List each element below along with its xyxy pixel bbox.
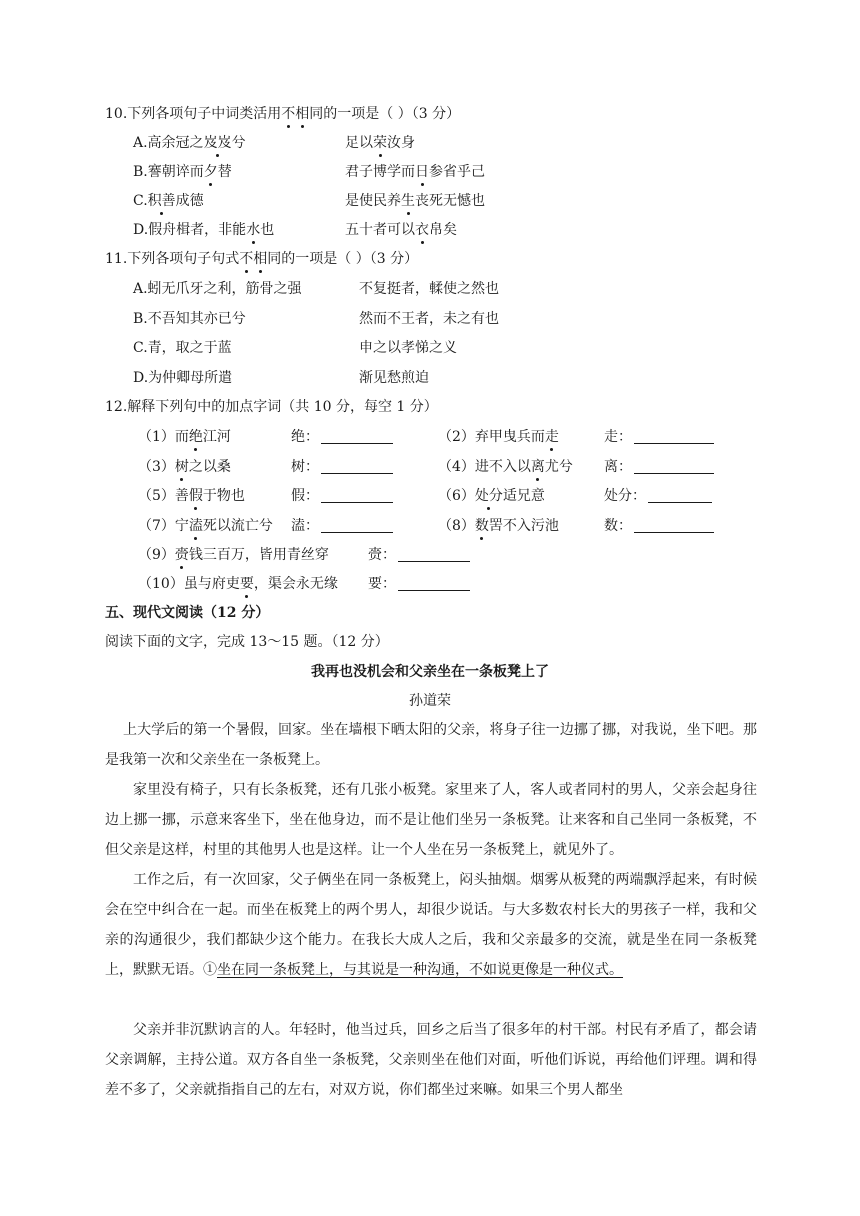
blank-label: 要： <box>368 576 396 592</box>
answer-blank[interactable] <box>321 459 393 474</box>
option-text: B.不吾知其亦已兮 <box>133 311 246 327</box>
answer-blank[interactable] <box>398 576 470 591</box>
option-text: 君子博学而 <box>345 164 415 180</box>
option-text: 帛矣 <box>429 222 457 238</box>
option-text: 足以 <box>345 135 373 151</box>
option-text: A.高余冠之 <box>133 135 204 151</box>
item-text: 江河 <box>202 429 231 445</box>
item-text: 尤兮 <box>544 459 573 475</box>
q11-stem <box>105 250 418 268</box>
dotted-word: 日 <box>415 164 429 180</box>
q10-dot-char: 相 <box>295 106 310 122</box>
option-text: 丧死无憾也 <box>415 193 485 209</box>
item-text: （2）弃甲曳兵而 <box>438 429 545 445</box>
dotted-word: 积善 <box>147 193 176 209</box>
option-text: C.青，取之于蓝 <box>133 340 232 356</box>
dotted-word: 绝 <box>188 429 203 445</box>
option-text: 也 <box>260 222 275 238</box>
item-text: 于物也 <box>202 488 245 504</box>
dotted-word: 夕 <box>203 164 218 180</box>
article-title: 我再也没机会和父亲坐在一条板凳上了 <box>311 664 549 680</box>
blank-label: 绝： <box>291 429 319 445</box>
answer-blank[interactable] <box>634 518 714 533</box>
section-heading: 五、现代文阅读（12 分） <box>105 605 270 621</box>
option-text: B.謇朝谇而 <box>133 164 204 180</box>
q10-stem-text: 同的一项是（ ）（3 分） <box>309 106 461 122</box>
item-text: （3） <box>138 459 175 475</box>
item-text: 钱三百万，皆用青丝穿 <box>188 547 329 563</box>
answer-blank[interactable] <box>321 518 393 533</box>
item-text: （8） <box>438 518 475 534</box>
q10-stem-text: 10.下列各项句子中词类活用 <box>105 106 282 122</box>
option-text: 然而不王者，未之有也 <box>359 311 499 327</box>
option-text: 申之以孝悌之义 <box>359 340 457 356</box>
blank-label: 溘： <box>291 518 319 534</box>
item-text: （10）虽与府吏 <box>138 576 240 592</box>
q11-dot-char: 相 <box>253 251 268 267</box>
article-paragraph-4: 父亲并非沉默讷言的人。年轻时，他当过兵，回乡之后当了很多年的村干部。村民有矛盾了，都会请父亲调解，主持公道。双方各自坐一条板凳，父亲则坐在他们对面，听他们诉说，再给他们评理。调和得差不多了，父亲就指指自己的左右，对双方说，你们都坐过来嘛。如果三个男人都坐 <box>105 1022 757 1098</box>
dotted-word: 衣 <box>415 222 429 238</box>
dotted-word: 岌岌 <box>203 135 232 151</box>
article-author: 孙道荣 <box>409 693 451 709</box>
q11-dot-char: 不 <box>239 251 254 267</box>
item-text: （7）宁 <box>138 518 189 534</box>
option-text: 五十者可以 <box>345 222 415 238</box>
item-text: （4）进不入以 <box>438 459 531 475</box>
item-text: 死以流亡兮 <box>202 518 273 534</box>
option-text: A.蚓无爪牙之利，筋骨之强 <box>133 281 302 297</box>
dotted-word: 水 <box>246 222 261 238</box>
dotted-word: 要 <box>239 576 254 592</box>
underlined-sentence: 坐在同一条板凳上，与其说是一种沟通，不如说更像是一种仪式。 <box>217 962 623 978</box>
option-text: 兮 <box>231 135 246 151</box>
option-text: 汝身 <box>387 135 415 151</box>
q11-stem-text: 同的一项是（ ）（3 分） <box>267 251 419 267</box>
q10-stem <box>105 105 460 123</box>
blank-label: 树： <box>291 459 319 475</box>
dotted-word: 赍 <box>174 547 189 563</box>
answer-blank[interactable] <box>321 429 393 444</box>
answer-blank[interactable] <box>398 547 470 562</box>
item-text: （6） <box>438 488 475 504</box>
option-text: 参省乎己 <box>429 164 485 180</box>
option-text: C. <box>133 193 148 209</box>
answer-blank[interactable] <box>634 459 714 474</box>
article-paragraph-1: 上大学后的第一个暑假，回家。坐在墙根下晒太阳的父亲，将身子往一边挪了挪，对我说，坐下吧。那是我第一次和父亲坐在一条板凳上。 <box>105 722 757 768</box>
dotted-word: 数 <box>474 518 489 534</box>
item-text: 适兄意 <box>502 488 545 504</box>
dotted-word: 树 <box>174 459 189 475</box>
item-text: 之以桑 <box>188 459 231 475</box>
article-paragraph-3 <box>105 865 757 985</box>
article-paragraph-2: 家里没有椅子，只有长条板凳，还有几张小板凳。家里来了人，客人或者同村的男人，父亲会起身往边上挪一挪，示意来客坐下，坐在他身边，而不是让他们坐另一条板凳。让来客和自己坐同一条板凳，不但父亲是这样，村里的其他男人也是这样。让一个人坐在另一条板凳上，就见外了。 <box>105 782 757 858</box>
item-text: ，渠会永无缘 <box>253 576 338 592</box>
dotted-word: 处分 <box>474 488 503 504</box>
blank-label: 赍： <box>368 547 396 563</box>
option-text: 渐见愁煎迫 <box>359 370 429 386</box>
blank-label: 处分： <box>604 488 646 504</box>
answer-blank[interactable] <box>634 429 714 444</box>
blank-label: 数： <box>604 518 632 534</box>
answer-blank[interactable] <box>321 488 393 503</box>
option-text: 替 <box>217 164 232 180</box>
option-text: 成德 <box>175 193 204 209</box>
option-text: 是使民养 <box>345 193 401 209</box>
blank-label: 假： <box>291 488 319 504</box>
item-text: （1）而 <box>138 429 189 445</box>
section-instruction: 阅读下面的文字，完成 13～15 题。（12 分） <box>105 634 389 650</box>
q11-stem-text: 11.下列各项句子句式 <box>105 251 240 267</box>
q10-dot-char: 不 <box>281 106 296 122</box>
blank-label: 离： <box>604 459 632 475</box>
dotted-word: 假 <box>188 488 203 504</box>
option-text: D.为仲卿母所遣 <box>133 370 233 386</box>
paragraph-text: 工作之后，有一次回家，父子俩坐在同一条板凳上，闷头抽烟。烟雾从板凳的两端飘浮起来，有时候会在空中纠合在一起。而坐在板凳上的两个男人，却很少说话。与大多数农村长大的男孩子一样，我和父亲的沟通很少，我们都缺少这个能力。在我长大成人之后，我和父亲最多的交流，就是坐在同一条板凳上，默默无语。① <box>105 872 757 978</box>
item-text: （9） <box>138 547 175 563</box>
option-text: D.假舟楫者，非能 <box>133 222 247 238</box>
item-text: （5）善 <box>138 488 189 504</box>
dotted-word: 生 <box>401 193 415 209</box>
item-text: 罟不入污池 <box>488 518 559 534</box>
dotted-word: 走 <box>544 429 559 445</box>
q12-stem: 12.解释下列句中的加点字词（共 10 分，每空 1 分） <box>105 399 438 415</box>
dotted-word: 离 <box>530 459 545 475</box>
dotted-word: 荣 <box>373 135 387 151</box>
dotted-word: 溘 <box>188 518 203 534</box>
option-text: 不复挺者，輮使之然也 <box>359 281 499 297</box>
answer-blank[interactable] <box>648 488 712 503</box>
blank-label: 走： <box>604 429 632 445</box>
